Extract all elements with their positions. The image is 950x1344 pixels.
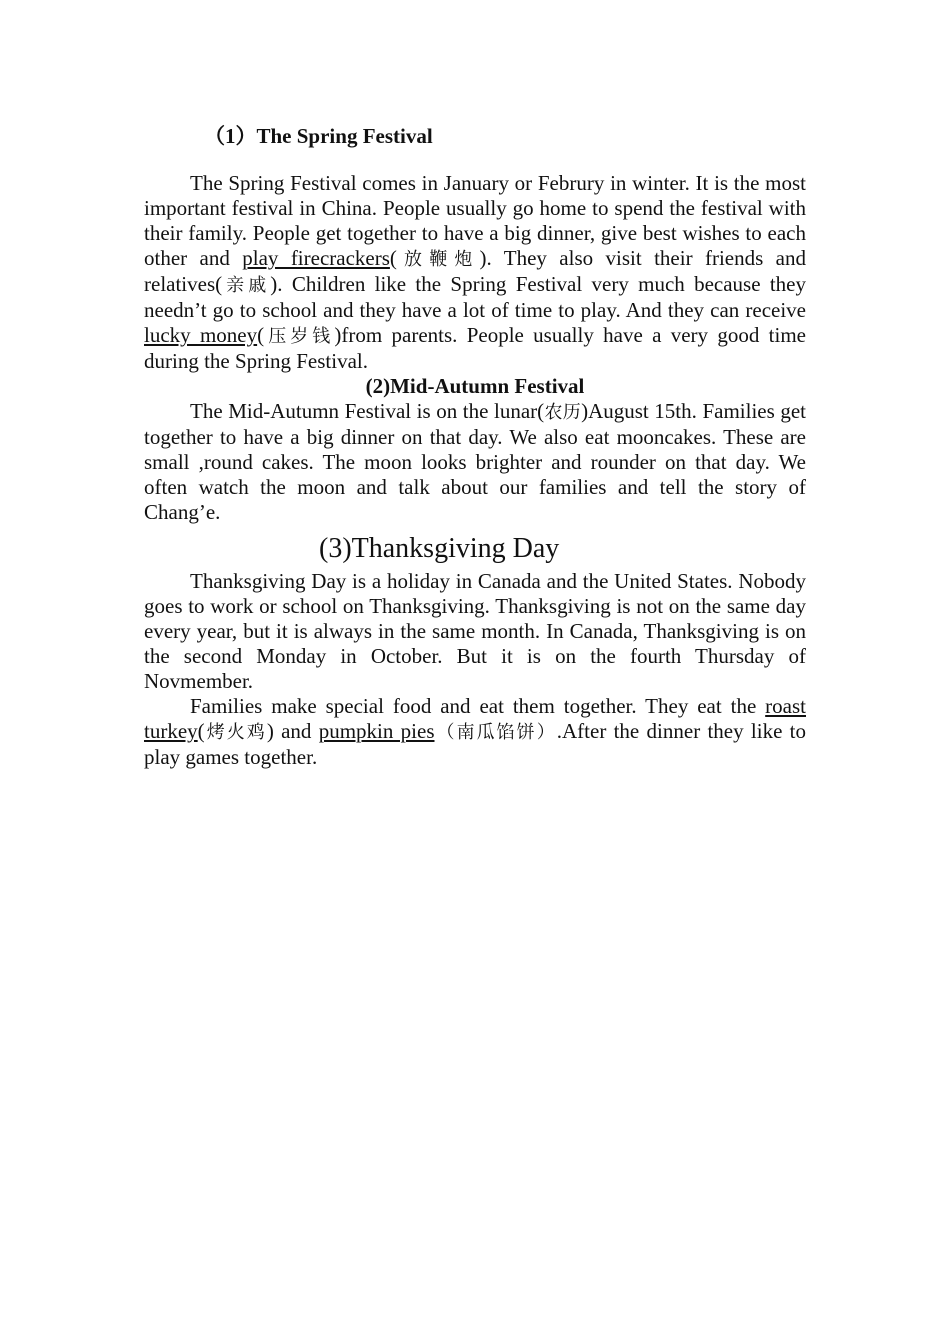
- chinese-gloss: 压岁钱: [264, 326, 335, 347]
- thanksgiving-paragraph-1: Thanksgiving Day is a holiday in Canada and the United States. Nobody goes to work or school on Thanksgiving. Thanksgiving is not on the same day every year, but it is always in the same month. In Canada, Thanksgiving is on the second Monday in October. But it is on the fourth Thursday of Novmember.: [144, 569, 806, 693]
- spring-festival-heading: （1）The Spring Festival: [204, 124, 433, 148]
- text-run: )from parents. People usually have a very good time during the Spring Festival.: [144, 323, 806, 373]
- text-run: The Spring Festival comes in January or Februry in winter. It is the most important festival in China. People usually go home to spend the festival with their family. People get together to have a big dinner, give best wishes to each other and: [144, 171, 806, 270]
- text-run: )August 15th. Families get together to have a big dinner on that day. We also eat mooncakes. These are small ,round cakes. The moon looks brighter and rounder on that day. We often watch the moon and talk about our families and tell the story of Chang’e.: [144, 399, 806, 524]
- chinese-gloss: （南瓜馅饼）: [434, 722, 557, 743]
- text-run: ) and: [266, 719, 319, 743]
- text-run: ). They also visit their friends and relatives(: [144, 246, 806, 296]
- text-run: .After the dinner they like to play games together.: [144, 719, 807, 769]
- underlined-term-roast-turkey: roast turkey: [144, 694, 806, 743]
- chinese-gloss: 亲戚: [222, 275, 271, 296]
- thanksgiving-heading: (3)Thanksgiving Day: [319, 533, 560, 564]
- text-run: Families make special food and eat them together. They eat the: [190, 694, 766, 718]
- chinese-gloss: 烤火鸡: [204, 722, 267, 743]
- spring-festival-paragraph: [144, 171, 806, 374]
- underlined-term-pumpkin-pies: pumpkin pies: [318, 719, 435, 743]
- text-run: (: [257, 323, 265, 347]
- text-run: (: [197, 719, 205, 743]
- mid-autumn-heading: (2)Mid-Autumn Festival: [365, 374, 585, 398]
- text-run: (: [389, 246, 397, 270]
- chinese-gloss: 农历: [544, 402, 582, 423]
- document-page: [144, 122, 806, 770]
- mid-autumn-paragraph: [144, 399, 806, 525]
- underlined-term-lucky-money: lucky money: [144, 323, 258, 347]
- thanksgiving-paragraph-2: [144, 694, 806, 770]
- underlined-term-play-firecrackers: play firecrackers: [242, 246, 390, 270]
- chinese-gloss: 放鞭炮: [396, 249, 480, 270]
- text-run: ). Children like the Spring Festival very much because they needn’t go to school and they have a lot of time to play. And they can receive: [144, 272, 807, 322]
- text-run: The Mid-Autumn Festival is on the lunar(: [190, 399, 545, 423]
